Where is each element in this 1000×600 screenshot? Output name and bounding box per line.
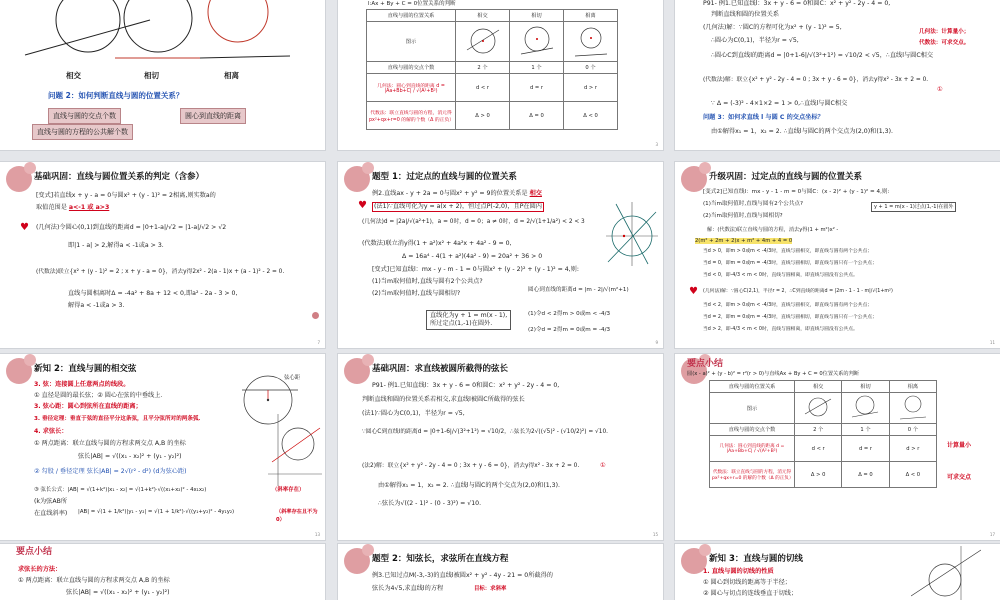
table-header: 相切 [842, 381, 889, 393]
question-3: 问题 3：如何求直线 l 与圆 C 的交点坐标？ [703, 114, 824, 121]
table-cell: 图示 [367, 22, 456, 62]
separate-diagram [573, 24, 609, 58]
table-cell: Δ > 0 [456, 102, 510, 130]
text-line: Δ = 16a⁴ - 4(1 + a²)(4a² - 9) = 20a² + 36 > 0 [402, 253, 543, 260]
slide-2-top-text: l:Ax + By + C = 0位置关系的判断 [368, 1, 456, 7]
slide-title: 题型 2：知弦长，求弦所在直线方程 [372, 554, 509, 564]
table-header: 相切 [510, 10, 564, 22]
text-line: (法1)∵圆心为C(0,1)，半径为r = √5, [362, 410, 465, 417]
tangent-circle-2 [124, 0, 192, 52]
table-cell: 1 个 [510, 62, 564, 74]
text-line: (几何法)解：∵圆C的方程可化为x² + (y - 1)² = 5, [703, 24, 842, 31]
intersect-diagram [465, 24, 501, 58]
text-line: 例2.直线ax - y + 2a = 0与圆x² + y² = 9的位置关系是 相交 [372, 190, 542, 197]
intersect-diagram [804, 394, 832, 420]
relation-table [366, 9, 618, 130]
diagram-cell [795, 393, 842, 424]
slide-12[interactable] [675, 544, 1000, 600]
text-line: P91- 例1.已知直线l：3x + y - 6 = 0和圆C：x² + y² - 2y - 4 = 0, [372, 382, 560, 389]
table-cell: 0 个 [564, 62, 618, 74]
text-line: (代数法)联立消y得(1 + a²)x² + 4a²x + 4a² - 9 = 0, [362, 240, 512, 247]
text-line: 判断直线和圆的位置关系 [711, 11, 780, 18]
equation-marker: ① [937, 86, 943, 93]
text-line: ∴弦长为√((2 - 1)² - (0 - 3)²) = √10. [378, 500, 482, 507]
text-line: 当d < 2，即m > 0或m < -4/3时，直线与圆相交，即直线与圆有两个公共点； [703, 303, 873, 308]
table-cell: 图示 [710, 393, 795, 424]
slide-title: 要点小结 [16, 547, 53, 557]
text-line: (1)令d < 2得m > 0或m < -4/3 [528, 311, 611, 317]
equation-marker: ① [600, 462, 606, 469]
circle-fixed-point-figure [606, 202, 658, 266]
table-cell: Δ = 0 [510, 102, 564, 130]
slide-title: 基础巩固：直线与圆位置关系的判定（含参） [34, 172, 205, 182]
text-line: 4. 求弦长： [34, 428, 68, 435]
tangent-diagram [519, 24, 555, 58]
slide-8[interactable] [338, 354, 663, 540]
text-line: 例3.已知过点M(-3,-3)的直线l被圆x² + y² - 4y - 21 = 0所截得的 [372, 572, 553, 579]
note-small-compute: 计算量小 [947, 442, 972, 449]
slide-6[interactable] [675, 162, 1000, 348]
diagram-cell [456, 22, 510, 62]
separate-line [200, 56, 290, 58]
table-cell: 几何法：圆心到直线的距离 d = |Aa+Bb+C| / √(A²+B²) [367, 74, 456, 102]
text-line: 3. 弦心距：圆心到弦所在直线的距离； [34, 403, 142, 410]
text-line: 取值范围是 a<-1 或 a>3 [36, 204, 110, 211]
text-line: ∴圆心C到直线l的距离d = |0+1-6|/√(3²+1²) = √10/2 < √5，∴直线l与圆C相交 [711, 52, 934, 59]
text-line: 弦长|AB| = √((x₁ - x₂)² + (y₁ - y₂)²) [78, 453, 182, 460]
table-header: 直线与圆的位置关系 [710, 381, 795, 393]
text-line: 直线化为y + 1 = m(x - 1), [430, 312, 508, 319]
note-find-points: 可求交点 [947, 474, 972, 481]
text-line: 判断直线和圆的位置关系若相交,求直线l被圆C所截得的弦长 [362, 396, 525, 403]
text-line: (2)当m取何值时,直线与圆相切? [703, 213, 783, 219]
text-line: 2(m² + 2m + 2)x + m² + 4m + 4 = 0 [695, 238, 793, 244]
table-cell: 直线与圆的交点个数 [367, 62, 456, 74]
text-line: ③ 弦长公式：|AB| = √(1+k²)|x₁ - x₂| = √(1+k²)·√((x₁+x₂)² - 4x₁x₂) [34, 487, 207, 493]
text-line: 解得a < -1或a > 3. [68, 302, 125, 309]
diagram-cell [510, 22, 564, 62]
table-header: 相离 [564, 10, 618, 22]
note-geometry: 几何法：计算量小； [919, 29, 970, 35]
tangent-figure [911, 546, 981, 600]
separate-diagram [899, 394, 927, 420]
table-cell: 2 个 [795, 424, 842, 436]
table-cell: d = r [842, 436, 889, 462]
question-2: 问题 2：如何判断直线与圆的位置关系？ [48, 91, 184, 100]
text-line: ∴圆心为C(0,1)，半径为r = √5, [711, 37, 799, 44]
text-line: 即|1 - a| > 2,解得a < -1或a > 3. [68, 242, 164, 249]
diagram-cell [564, 22, 618, 62]
table-cell: Δ = 0 [842, 462, 889, 488]
intersect-circle [56, 0, 120, 52]
text-line: (几何法)解：∵圆心C(2,1)，半径r = 2，∴C到直线的距离d = |2m - 1 - 1 - m|/√(1+m²) [703, 289, 893, 294]
tangent-diagram [851, 394, 879, 420]
slide-4[interactable] [0, 162, 325, 348]
text-line: 当d = 0，即m = 0或m = -4/3时，直线与圆相切，即直线与圆只有一个公共点； [703, 261, 877, 266]
table-cell: 2 个 [456, 62, 510, 74]
table-cell: d = r [510, 74, 564, 102]
table-cell: 代数法：联立直线与圆的方程，消元得 px²+qx+r=0 的解的个数（Δ 的正负） [367, 102, 456, 130]
table-cell: Δ > 0 [795, 462, 842, 488]
intersect-line [25, 20, 150, 55]
text-line: [变式2]已知直线l：mx - y - 1 - m = 0与圆C：(x - 2)² + (y - 1)² = 4,则: [703, 189, 890, 195]
table-header: 相离 [889, 381, 936, 393]
text-line: |AB| = √(1 + 1/k²)|y₁ - y₂| = √(1 + 1/k²)·√((y₁+y₂)² - 4y₁y₂) [78, 509, 235, 515]
table-cell: d < r [456, 74, 510, 102]
slide-1[interactable] [0, 0, 325, 150]
text-line: 弦长|AB| = √((x₁ - x₂)² + (y₁ - y₂)²) [66, 589, 170, 596]
label-tangent: 相切 [144, 71, 159, 80]
label-intersect: 相交 [66, 71, 81, 80]
heart-icon: ♥ [358, 200, 367, 211]
page-number: 9 [655, 340, 658, 345]
text-line: (1)当m取何值时,直线与圆有2个公共点? [703, 201, 803, 207]
text-line: (法1)∵直线可化为y = a(x + 2)，恒过点P(-2,0)，且P在圆内 [374, 203, 542, 210]
text-line: [变式]若直线x + y - a = 0与圆x² + (y - 1)² = 2相离,则实数a的 [36, 192, 216, 199]
text-line: 由①解得x₁ = 1，x₂ = 2. ∴直线l与圆C的两个交点为(2,0)和(1,3). [711, 128, 893, 135]
text-line: (2)当m取何值时,直线与圆相切? [372, 290, 461, 297]
slide-title: 升级巩固：过定点的直线与圆的位置关系 [709, 172, 863, 182]
slide-5[interactable] [338, 162, 663, 348]
text-line: (2)令d = 2得m = 0或m = -4/3 [528, 327, 611, 333]
slide-9[interactable] [675, 354, 1000, 540]
summary-table [709, 380, 937, 488]
text-line: 在直线斜率) [34, 510, 68, 517]
table-cell: 0 个 [889, 424, 936, 436]
heart-icon: ♥ [20, 222, 29, 233]
slide-11[interactable] [338, 544, 663, 600]
slide-title: 题型 1：过定点的直线与圆的位置关系 [372, 172, 517, 182]
text-line: 当d > 0，即m > 0或m < -4/3时，直线与圆相交，即直线与圆有两个公共点； [703, 249, 873, 254]
text-line: ② 圆心与切点的连线垂直于切线； [703, 590, 798, 597]
page-number: 11 [989, 340, 995, 345]
text-line: 圆心到直线的距离d = |m - 2|/√(m²+1) [528, 287, 629, 293]
figure-label: 弦心距 [284, 375, 301, 381]
slide-title: 新知 2：直线与圆的相交弦 [34, 364, 137, 374]
text-line: 3. 弦：连接圆上任意两点的线段。 [34, 381, 130, 388]
slide-header [338, 162, 663, 192]
text-line: 弦长为4√5,求直线l的方程 [372, 585, 444, 592]
text-line: ∵圆心C到直线l的距离d = |0+1-6|/√(3²+1²) = √10/2，∴弦长为2√((√5)² - (√10/2)²) = √10. [362, 429, 608, 435]
text-line: ① 圆心到切线的距离等于半径； [703, 579, 791, 586]
table-header: 相交 [456, 10, 510, 22]
diagram-cell [889, 393, 936, 424]
slide-header [338, 544, 663, 574]
slide-title: 要点小结 [687, 359, 724, 369]
goal-note: 目标：求斜率 [474, 586, 507, 592]
text-line: 直线与圆相离时Δ = -4a² + 8a + 12 < 0,即a² - 2a - 3 > 0, [68, 290, 238, 297]
fixed-point-box [426, 310, 511, 330]
table-cell: 1 个 [842, 424, 889, 436]
note-algebra: 代数法：可求交点。 [919, 40, 970, 46]
text-line: (k为弦AB所 [34, 498, 68, 505]
method-count-button[interactable]: 直线与圆的交点个数 [48, 108, 121, 124]
text-line: (法2)解：联立{x² + y² - 2y - 4 = 0 ; 3x + y - 6 = 0}，消去y得x² - 3x + 2 = 0. [362, 463, 580, 469]
text-line: [变式]已知直线l：mx - y - m - 1 = 0与圆x² + (y - 2)² + (y - 1)² = 4,则: [372, 266, 579, 273]
text-line: ① 直径是圆的最长弦；② 圆心在弦的中垂线上． [34, 392, 167, 399]
slide-2[interactable] [338, 0, 663, 150]
slide-header [0, 162, 325, 192]
diagram-cell [842, 393, 889, 424]
page-number: 17 [989, 532, 995, 537]
table-cell: d < r [795, 436, 842, 462]
chord-axes-figure [268, 414, 322, 486]
text-line: (几何法)d = |2a|/√(a²+1)，a = 0时，d = 0；a ≠ 0时，d = 2/√(1+1/a²) < 2 < 3 [362, 219, 585, 225]
text-line: ② 勾股 / 垂径定理 弦长|AB| = 2√(r² - d²) (d为弦心距) [34, 468, 187, 475]
page-number: 7 [317, 340, 320, 345]
table-cell: d > r [564, 74, 618, 102]
text-line: ① 两点距离：联立直线与圆的方程求两交点 A,B 的坐标 [18, 577, 170, 584]
page-number: 3 [655, 142, 658, 147]
page-number: 15 [652, 532, 658, 537]
text-line: 所过定点(1,-1)在圆外. [430, 320, 493, 327]
slide-title: 基础巩固：求直线被圆所截得的弦长 [372, 364, 509, 374]
text-line: (代数法)解：联立{x² + y² - 2y - 4 = 0 ; 3x + y - 6 = 0}，消去y得x² - 3x + 2 = 0. [703, 77, 929, 83]
separate-circle [208, 0, 268, 42]
tag-slope-nonzero: （斜率存在且不为 0） [276, 509, 318, 523]
slide-3[interactable] [675, 0, 1000, 150]
circles-figure [0, 0, 325, 75]
text-line: 由①解得x₁ = 1，x₂ = 2. ∴直线l与圆C的两个交点为(2,0)和(1,3). [378, 482, 560, 489]
slide-header [338, 354, 663, 384]
answer-text: 相交 [529, 190, 542, 197]
table-cell: Δ < 0 [564, 102, 618, 130]
text-line: 3. 垂径定理：垂直于弦的直径平分这条弦，且平分弦所对的两条弧． [34, 416, 205, 422]
method-solutions-button[interactable]: 直线与圆的方程的公共解个数 [32, 124, 133, 140]
text-line: (几何法)令圆心(0,1)到直线的距离d = |0+1-a|/√2 = |1-a|/√2 > √2 [36, 224, 227, 231]
label-separate: 相离 [224, 71, 239, 80]
text-line: 求弦长的方法： [18, 566, 62, 573]
text-line: P91- 例1.已知直线l：3x + y - 6 = 0和圆C：x² + y² - 2y - 4 = 0, [703, 0, 891, 7]
table-header: 相交 [795, 381, 842, 393]
table-cell: Δ < 0 [889, 462, 936, 488]
table-header: 直线与圆的位置关系 [367, 10, 456, 22]
text-line: 当d < 0，即-4/3 < m < 0时，直线与圆相离，即直线与圆没有公共点。 [703, 273, 858, 278]
text-line: (1)当m取何值时,直线与圆有2个公共点? [372, 278, 483, 285]
answer-range: a<-1 或 a>3 [68, 204, 110, 211]
text-line: 当d = 2，即m = 0或m = -4/3时，直线与圆相切，即直线与圆只有一个公共点； [703, 315, 877, 320]
slide-9-top-text: 圆(x - a)² + (y - b)² = r²(r > 0)与直线Ax + By + C = 0位置关系的判断 [687, 371, 859, 377]
slide-title: 新知 3：直线与圆的切线 [709, 554, 803, 564]
table-cell: 直线与圆的交点个数 [710, 424, 795, 436]
decor-dot [312, 312, 319, 319]
table-cell: 几何法：圆心到直线的距离 d = |Aa+Bb+C| / √(A²+B²) [710, 436, 795, 462]
text-line: 解：(代数法)联立直线与圆的方程，消去y得(1 + m²)x² - [707, 227, 839, 233]
table-cell: d > r [889, 436, 936, 462]
table-cell: 代数法：联立直线与圆的方程，消元得 px²+qx+r=0 的解的个数（Δ 的正负） [710, 462, 795, 488]
text-line: 当d > 2，即-4/3 < m < 0时，直线与圆相离，即直线与圆没有公共点。 [703, 327, 858, 332]
heart-icon: ♥ [689, 286, 698, 297]
text-line: (代数法)联立{x² + (y - 1)² = 2 ; x + y - a = 0}，消去y得2x² - 2(a - 1)x + (a - 1)² - 2 = 0. [36, 269, 285, 275]
tag-slope-exists: （斜率存在） [272, 487, 305, 493]
text-line: 1. 直线与圆的切线的性质 [703, 568, 774, 575]
slide-10[interactable] [0, 544, 325, 600]
side-note: y + 1 = m(x - 1)过点(1,-1)在圆外 [871, 202, 956, 212]
text-line: ∵ Δ = (-3)² - 4×1×2 = 1 > 0,∴直线l与圆C相交 [711, 100, 848, 107]
page-number: 13 [314, 532, 320, 537]
method-distance-button[interactable]: 圆心到直线的距离 [180, 108, 246, 124]
text-line: ① 两点距离：联立直线与圆的方程求两交点 A,B 的坐标 [34, 440, 186, 447]
slide-7[interactable] [0, 354, 325, 540]
